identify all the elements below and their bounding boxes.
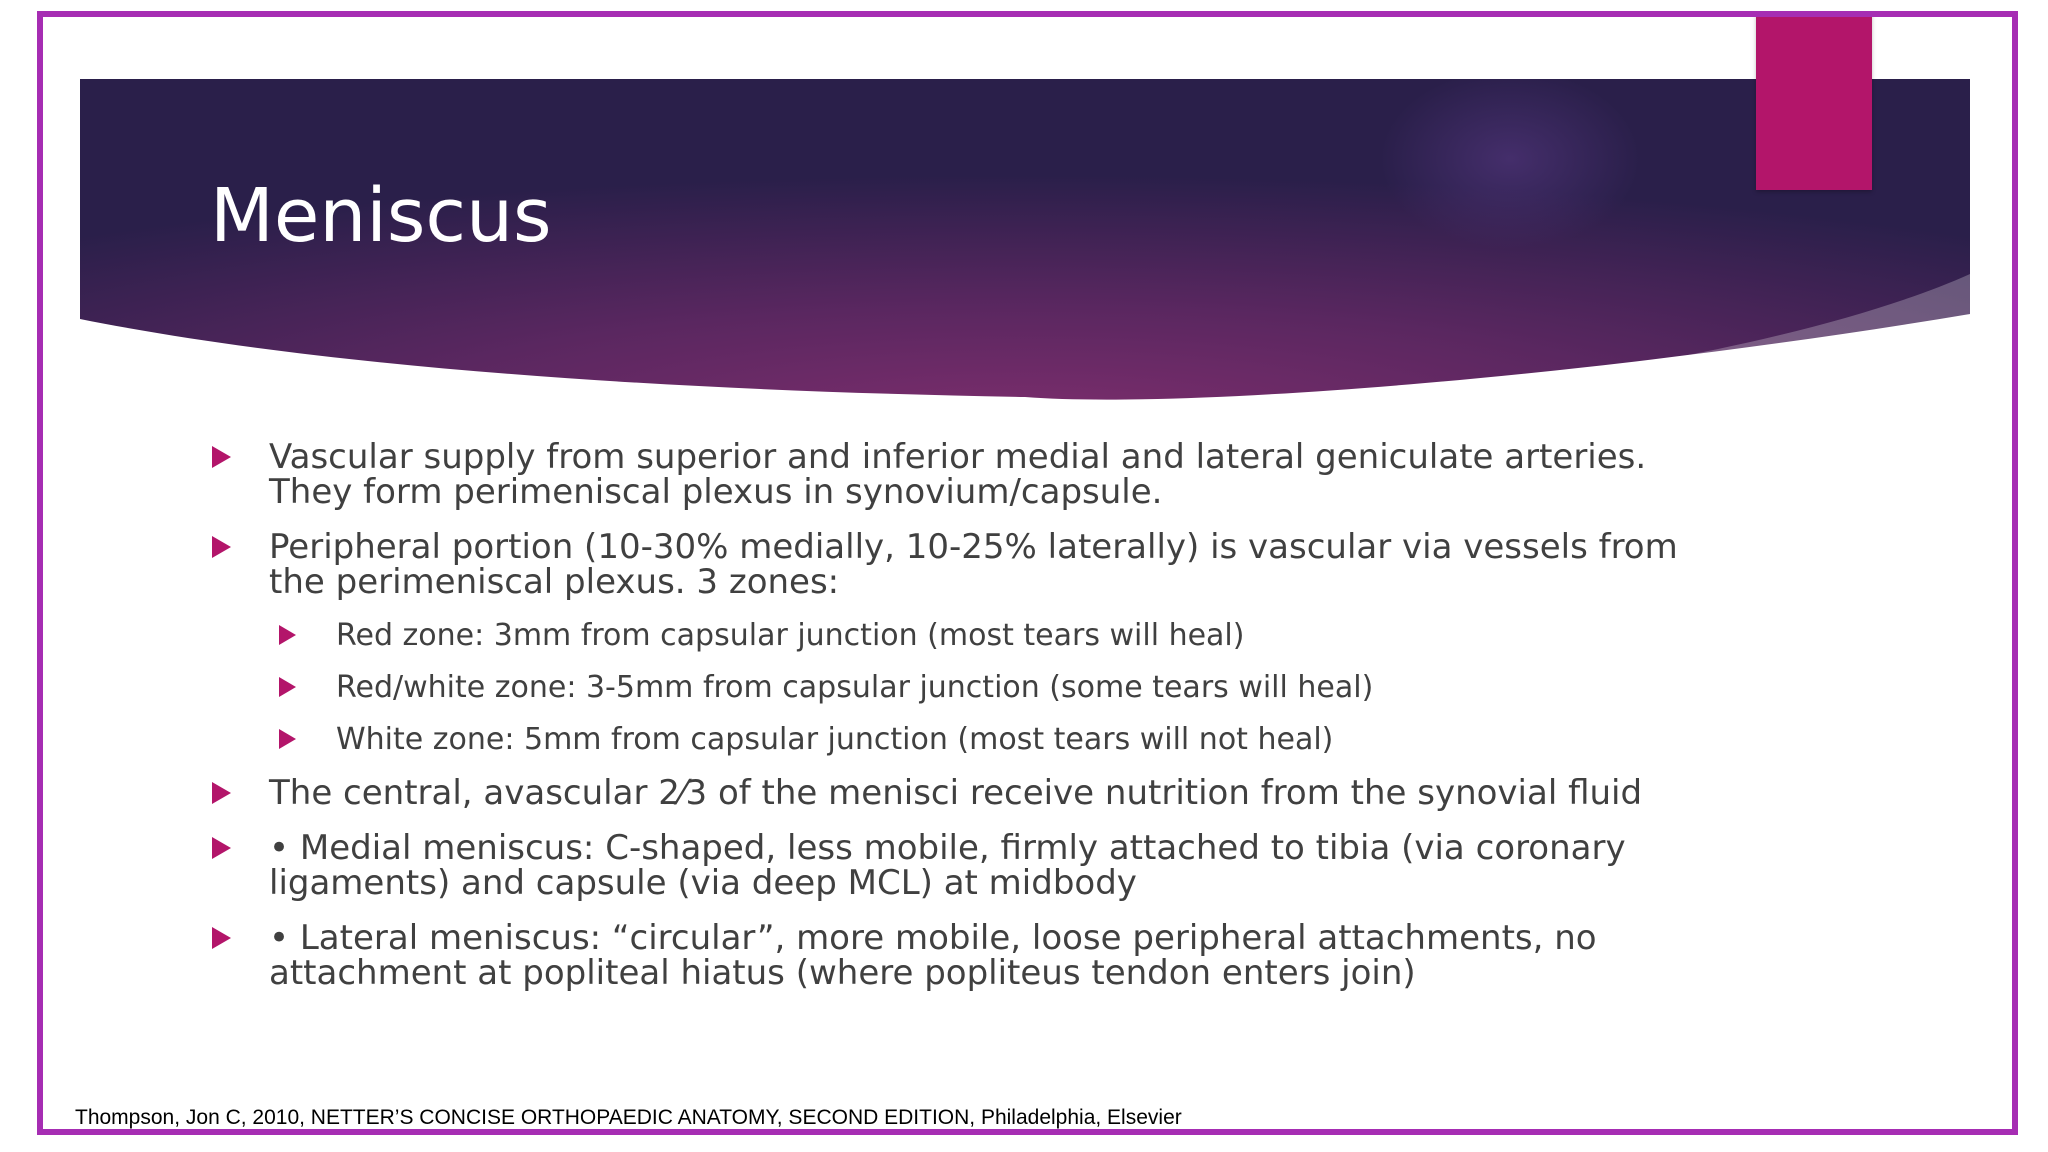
bullet-text: Vascular supply from superior and inferior medial and lateral geniculate arteries. They form perimeniscal plexus in synovium/capsule. bbox=[269, 437, 1647, 512]
bullet-text: • Medial meniscus: C-shaped, less mobile, firmly attached to tibia (via coronary ligaments) and capsule (via deep MCL) at midbody bbox=[269, 828, 1626, 903]
sub-bullet-text: White zone: 5mm from capsular junction (most tears will not heal) bbox=[336, 722, 1334, 757]
selection-frame bbox=[37, 11, 2018, 1135]
slide-title: Meniscus bbox=[210, 173, 552, 259]
citation: Thompson, Jon C, 2010, NETTER’S CONCISE ORTHOPAEDIC ANATOMY, SECOND EDITION, Philadelphia, Elsevier bbox=[75, 1106, 1182, 1129]
bullet-text: • Lateral meniscus: “circular”, more mobile, loose peripheral attachments, no attachment at popliteal hiatus (where popliteus tendon enters join) bbox=[269, 918, 1597, 993]
bullet-text: The central, avascular 2⁄3 of the menisci receive nutrition from the synovial fluid bbox=[269, 773, 1643, 813]
sub-bullet-text: Red/white zone: 3-5mm from capsular junction (some tears will heal) bbox=[336, 670, 1374, 705]
sub-bullet-text: Red zone: 3mm from capsular junction (most tears will heal) bbox=[336, 618, 1245, 653]
bullet-text: Peripheral portion (10-30% medially, 10-25% laterally) is vascular via vessels from the perimeniscal plexus. 3 zones: bbox=[269, 527, 1678, 602]
